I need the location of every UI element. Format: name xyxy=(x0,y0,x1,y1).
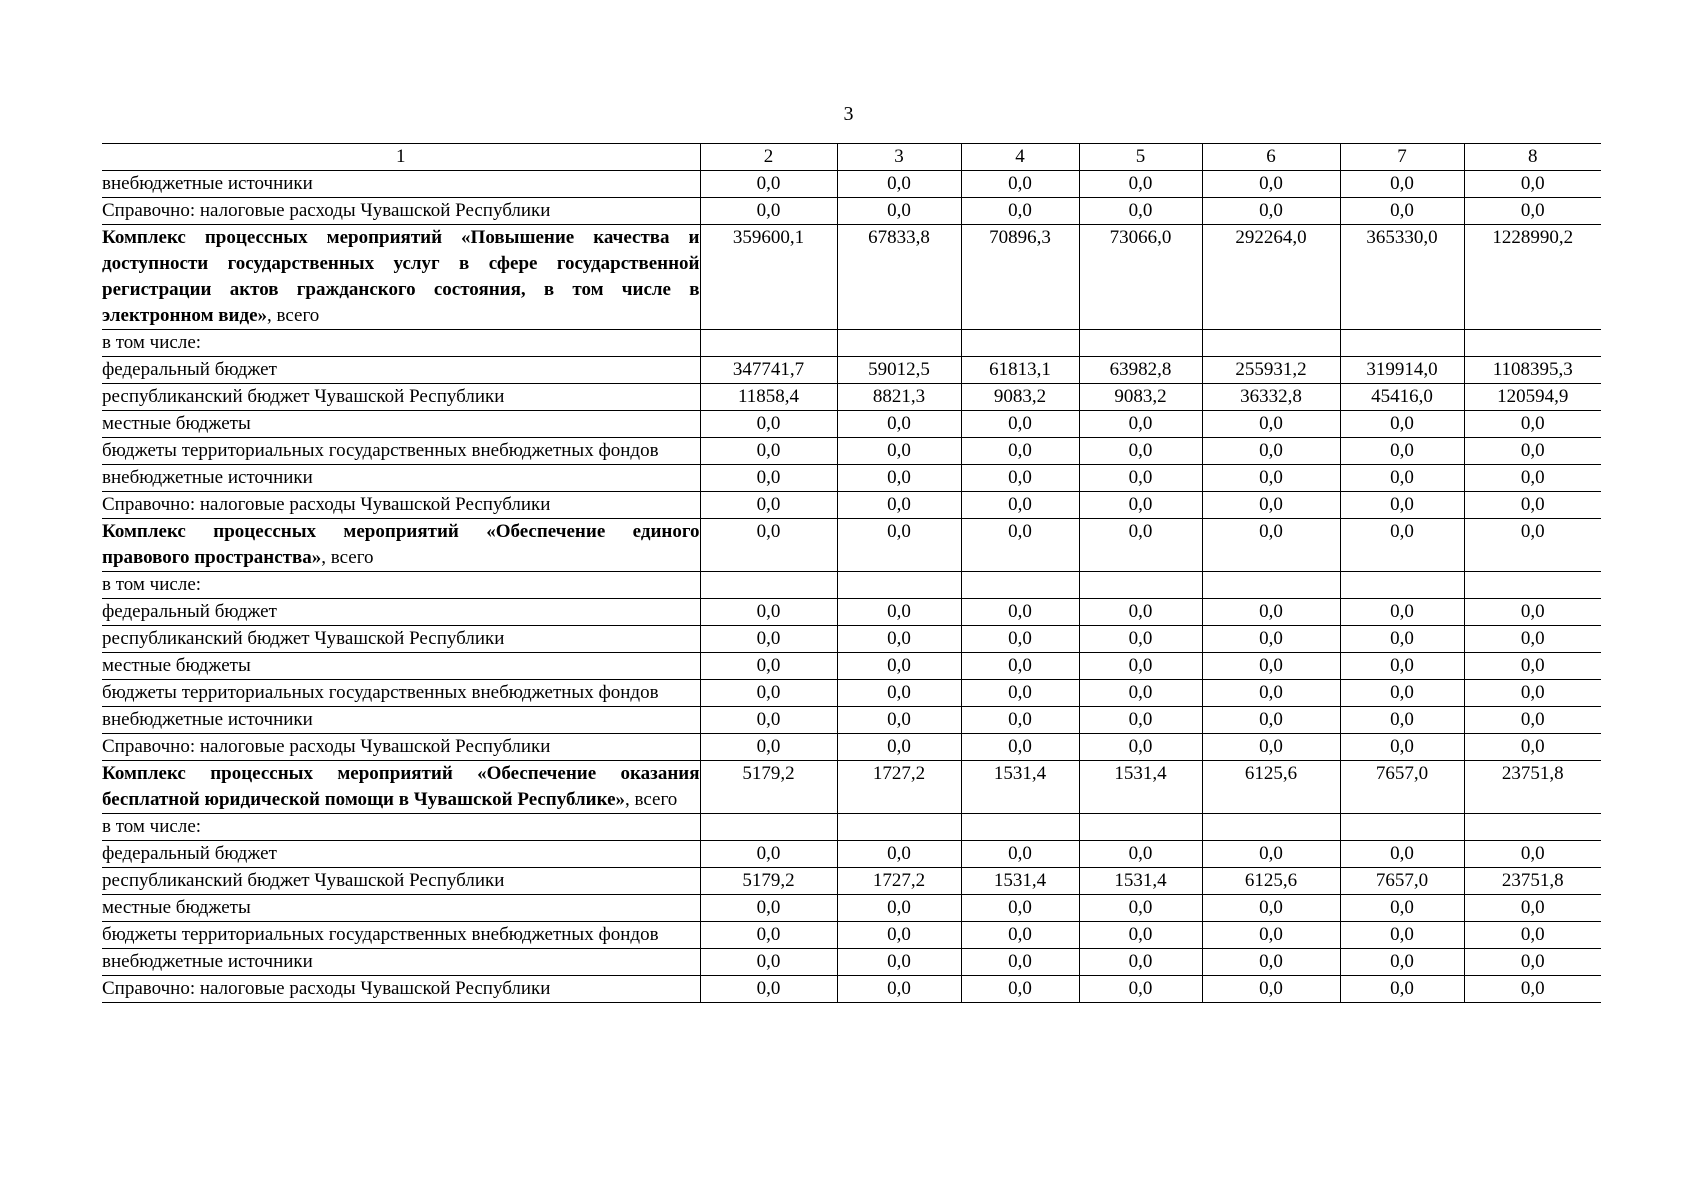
value-cell: 0,0 xyxy=(1079,895,1202,922)
value-cell: 63982,8 xyxy=(1079,357,1202,384)
budget-table xyxy=(102,143,1601,1003)
value-cell: 0,0 xyxy=(1079,599,1202,626)
value-cell: 7657,0 xyxy=(1340,761,1464,814)
value-cell: 1727,2 xyxy=(837,868,961,895)
value-cell xyxy=(1202,572,1340,599)
value-cell: 0,0 xyxy=(1464,895,1601,922)
value-cell: 0,0 xyxy=(1202,949,1340,976)
value-cell: 0,0 xyxy=(1079,492,1202,519)
value-cell: 8821,3 xyxy=(837,384,961,411)
value-cell: 0,0 xyxy=(1464,976,1601,1003)
value-cell: 359600,1 xyxy=(700,225,837,330)
value-cell: 0,0 xyxy=(1079,411,1202,438)
value-cell: 0,0 xyxy=(1340,198,1464,225)
value-cell: 0,0 xyxy=(1079,949,1202,976)
value-cell: 0,0 xyxy=(961,599,1079,626)
value-cell: 1531,4 xyxy=(1079,868,1202,895)
value-cell: 0,0 xyxy=(1340,895,1464,922)
value-cell xyxy=(961,330,1079,357)
value-cell: 0,0 xyxy=(1079,465,1202,492)
value-cell: 0,0 xyxy=(700,734,837,761)
row-label: бюджеты территориальных государственных внебюджетных фондов xyxy=(102,438,700,465)
value-cell: 0,0 xyxy=(1202,680,1340,707)
header-cell: 2 xyxy=(700,144,837,171)
value-cell: 0,0 xyxy=(1202,438,1340,465)
value-cell: 0,0 xyxy=(961,680,1079,707)
value-cell: 5179,2 xyxy=(700,761,837,814)
value-cell: 0,0 xyxy=(961,519,1079,572)
value-cell: 0,0 xyxy=(700,198,837,225)
row-label: республиканский бюджет Чувашской Республики xyxy=(102,626,700,653)
value-cell: 0,0 xyxy=(1340,680,1464,707)
value-cell: 0,0 xyxy=(1340,653,1464,680)
row-label: республиканский бюджет Чувашской Республики xyxy=(102,868,700,895)
section-suffix: , всего xyxy=(625,789,678,810)
row-label: местные бюджеты xyxy=(102,411,700,438)
section-suffix: , всего xyxy=(321,547,374,568)
value-cell: 67833,8 xyxy=(837,225,961,330)
section-suffix: , всего xyxy=(267,305,320,326)
value-cell: 0,0 xyxy=(1464,922,1601,949)
header-cell: 4 xyxy=(961,144,1079,171)
value-cell: 0,0 xyxy=(1079,653,1202,680)
value-cell: 0,0 xyxy=(1464,465,1601,492)
value-cell: 0,0 xyxy=(1340,599,1464,626)
value-cell: 0,0 xyxy=(1202,653,1340,680)
table-row xyxy=(102,599,1601,626)
value-cell: 0,0 xyxy=(837,438,961,465)
value-cell: 0,0 xyxy=(961,438,1079,465)
value-cell: 1228990,2 xyxy=(1464,225,1601,330)
value-cell: 0,0 xyxy=(1202,198,1340,225)
value-cell: 0,0 xyxy=(961,198,1079,225)
value-cell: 0,0 xyxy=(1464,626,1601,653)
value-cell: 0,0 xyxy=(1464,707,1601,734)
value-cell: 1531,4 xyxy=(961,868,1079,895)
row-label: бюджеты территориальных государственных внебюджетных фондов xyxy=(102,680,700,707)
row-label: внебюджетные источники xyxy=(102,707,700,734)
table-row xyxy=(102,734,1601,761)
value-cell: 0,0 xyxy=(961,949,1079,976)
value-cell xyxy=(1464,572,1601,599)
value-cell xyxy=(1202,814,1340,841)
section-row xyxy=(102,761,1601,814)
table-row xyxy=(102,814,1601,841)
value-cell: 0,0 xyxy=(837,198,961,225)
header-cell: 1 xyxy=(102,144,700,171)
value-cell: 0,0 xyxy=(700,895,837,922)
value-cell: 0,0 xyxy=(1079,626,1202,653)
header-row xyxy=(102,144,1601,171)
value-cell: 0,0 xyxy=(1340,707,1464,734)
section-title: Комплекс процессных мероприятий «Повышение качества и доступности государственных услуг в сфере государственной регистрации актов гражданского состояния, в том числе в электронном виде» xyxy=(102,227,700,326)
value-cell: 0,0 xyxy=(1340,949,1464,976)
value-cell: 0,0 xyxy=(700,492,837,519)
value-cell: 0,0 xyxy=(837,734,961,761)
value-cell: 0,0 xyxy=(1340,734,1464,761)
value-cell: 70896,3 xyxy=(961,225,1079,330)
value-cell: 0,0 xyxy=(700,171,837,198)
row-label: местные бюджеты xyxy=(102,653,700,680)
value-cell: 365330,0 xyxy=(1340,225,1464,330)
row-label: в том числе: xyxy=(102,814,700,841)
value-cell: 0,0 xyxy=(961,492,1079,519)
value-cell: 255931,2 xyxy=(1202,357,1340,384)
section-title: Комплекс процессных мероприятий «Обеспечение оказания бесплатной юридической помощи в Чувашской Республике» xyxy=(102,763,700,810)
table-row xyxy=(102,707,1601,734)
value-cell: 0,0 xyxy=(700,519,837,572)
value-cell: 0,0 xyxy=(1079,734,1202,761)
value-cell xyxy=(1340,330,1464,357)
value-cell: 0,0 xyxy=(700,922,837,949)
value-cell: 0,0 xyxy=(961,734,1079,761)
value-cell xyxy=(1079,572,1202,599)
value-cell: 0,0 xyxy=(1464,734,1601,761)
row-label: бюджеты территориальных государственных внебюджетных фондов xyxy=(102,922,700,949)
value-cell: 0,0 xyxy=(1464,492,1601,519)
table-header xyxy=(102,144,1601,171)
row-label: республиканский бюджет Чувашской Республики xyxy=(102,384,700,411)
table-row xyxy=(102,572,1601,599)
value-cell: 1108395,3 xyxy=(1464,357,1601,384)
value-cell: 0,0 xyxy=(1202,171,1340,198)
value-cell: 0,0 xyxy=(961,976,1079,1003)
value-cell: 0,0 xyxy=(1464,411,1601,438)
value-cell: 0,0 xyxy=(961,411,1079,438)
table-row xyxy=(102,438,1601,465)
value-cell: 0,0 xyxy=(700,680,837,707)
row-label xyxy=(102,761,700,814)
value-cell xyxy=(700,572,837,599)
value-cell: 120594,9 xyxy=(1464,384,1601,411)
value-cell: 0,0 xyxy=(837,922,961,949)
value-cell: 0,0 xyxy=(700,599,837,626)
value-cell: 9083,2 xyxy=(1079,384,1202,411)
table-row xyxy=(102,841,1601,868)
value-cell: 0,0 xyxy=(1202,519,1340,572)
value-cell xyxy=(700,814,837,841)
value-cell: 347741,7 xyxy=(700,357,837,384)
value-cell: 0,0 xyxy=(1464,171,1601,198)
table-row xyxy=(102,384,1601,411)
value-cell: 0,0 xyxy=(837,171,961,198)
section-row xyxy=(102,519,1601,572)
table-row xyxy=(102,171,1601,198)
value-cell: 1727,2 xyxy=(837,761,961,814)
value-cell: 0,0 xyxy=(961,707,1079,734)
value-cell: 0,0 xyxy=(1079,519,1202,572)
value-cell xyxy=(837,814,961,841)
value-cell xyxy=(700,330,837,357)
value-cell: 6125,6 xyxy=(1202,761,1340,814)
row-label: федеральный бюджет xyxy=(102,357,700,384)
value-cell: 0,0 xyxy=(1202,734,1340,761)
value-cell: 0,0 xyxy=(1464,599,1601,626)
value-cell: 0,0 xyxy=(1079,171,1202,198)
row-label: в том числе: xyxy=(102,572,700,599)
value-cell: 0,0 xyxy=(1464,680,1601,707)
value-cell: 0,0 xyxy=(1202,411,1340,438)
value-cell: 0,0 xyxy=(1464,519,1601,572)
value-cell: 7657,0 xyxy=(1340,868,1464,895)
table-row xyxy=(102,976,1601,1003)
value-cell xyxy=(1464,814,1601,841)
value-cell: 0,0 xyxy=(961,841,1079,868)
value-cell: 0,0 xyxy=(1202,626,1340,653)
value-cell: 0,0 xyxy=(700,465,837,492)
value-cell: 0,0 xyxy=(837,680,961,707)
value-cell: 0,0 xyxy=(1340,465,1464,492)
table-row xyxy=(102,626,1601,653)
value-cell: 0,0 xyxy=(1079,438,1202,465)
value-cell: 23751,8 xyxy=(1464,868,1601,895)
value-cell: 0,0 xyxy=(1340,171,1464,198)
table-row xyxy=(102,653,1601,680)
row-label: Справочно: налоговые расходы Чувашской Республики xyxy=(102,492,700,519)
value-cell: 292264,0 xyxy=(1202,225,1340,330)
value-cell: 0,0 xyxy=(700,949,837,976)
value-cell: 6125,6 xyxy=(1202,868,1340,895)
value-cell xyxy=(1079,814,1202,841)
value-cell xyxy=(837,330,961,357)
row-label: внебюджетные источники xyxy=(102,949,700,976)
value-cell: 0,0 xyxy=(961,171,1079,198)
row-label xyxy=(102,225,700,330)
value-cell: 0,0 xyxy=(1202,465,1340,492)
table-row xyxy=(102,198,1601,225)
value-cell: 0,0 xyxy=(1340,438,1464,465)
section-title: Комплекс процессных мероприятий «Обеспечение единого правового пространства» xyxy=(102,521,700,568)
table-row xyxy=(102,895,1601,922)
value-cell: 0,0 xyxy=(837,492,961,519)
table-row xyxy=(102,411,1601,438)
value-cell: 9083,2 xyxy=(961,384,1079,411)
value-cell: 0,0 xyxy=(961,895,1079,922)
value-cell: 0,0 xyxy=(700,411,837,438)
header-cell: 3 xyxy=(837,144,961,171)
value-cell: 0,0 xyxy=(1079,976,1202,1003)
value-cell: 59012,5 xyxy=(837,357,961,384)
value-cell: 23751,8 xyxy=(1464,761,1601,814)
value-cell: 0,0 xyxy=(700,438,837,465)
value-cell: 0,0 xyxy=(700,841,837,868)
table-row xyxy=(102,922,1601,949)
value-cell: 0,0 xyxy=(1340,411,1464,438)
value-cell: 0,0 xyxy=(837,707,961,734)
value-cell xyxy=(1340,572,1464,599)
value-cell: 36332,8 xyxy=(1202,384,1340,411)
value-cell: 5179,2 xyxy=(700,868,837,895)
value-cell: 61813,1 xyxy=(961,357,1079,384)
value-cell: 1531,4 xyxy=(1079,761,1202,814)
value-cell: 0,0 xyxy=(837,465,961,492)
table-row xyxy=(102,330,1601,357)
value-cell xyxy=(961,572,1079,599)
value-cell: 0,0 xyxy=(837,841,961,868)
row-label: местные бюджеты xyxy=(102,895,700,922)
value-cell: 319914,0 xyxy=(1340,357,1464,384)
section-row xyxy=(102,225,1601,330)
row-label: Справочно: налоговые расходы Чувашской Республики xyxy=(102,198,700,225)
value-cell xyxy=(1340,814,1464,841)
value-cell: 0,0 xyxy=(1202,922,1340,949)
value-cell: 73066,0 xyxy=(1079,225,1202,330)
value-cell: 0,0 xyxy=(1202,895,1340,922)
value-cell: 0,0 xyxy=(1340,519,1464,572)
value-cell: 0,0 xyxy=(1464,949,1601,976)
value-cell: 0,0 xyxy=(1464,198,1601,225)
header-cell: 6 xyxy=(1202,144,1340,171)
value-cell: 0,0 xyxy=(837,949,961,976)
value-cell: 0,0 xyxy=(700,626,837,653)
value-cell: 0,0 xyxy=(1202,976,1340,1003)
value-cell: 0,0 xyxy=(837,411,961,438)
table-row xyxy=(102,492,1601,519)
header-cell: 7 xyxy=(1340,144,1464,171)
value-cell: 0,0 xyxy=(961,465,1079,492)
value-cell: 0,0 xyxy=(1079,680,1202,707)
row-label: федеральный бюджет xyxy=(102,841,700,868)
value-cell: 0,0 xyxy=(961,626,1079,653)
row-label: внебюджетные источники xyxy=(102,171,700,198)
value-cell: 0,0 xyxy=(961,922,1079,949)
value-cell: 0,0 xyxy=(1340,626,1464,653)
value-cell: 0,0 xyxy=(1464,438,1601,465)
page-number: 3 xyxy=(843,103,854,125)
value-cell xyxy=(1202,330,1340,357)
value-cell: 0,0 xyxy=(700,653,837,680)
value-cell: 0,0 xyxy=(1079,707,1202,734)
value-cell: 0,0 xyxy=(1079,922,1202,949)
value-cell: 1531,4 xyxy=(961,761,1079,814)
value-cell: 0,0 xyxy=(837,653,961,680)
value-cell: 0,0 xyxy=(700,707,837,734)
value-cell: 0,0 xyxy=(837,519,961,572)
table-row xyxy=(102,949,1601,976)
value-cell: 0,0 xyxy=(1340,976,1464,1003)
value-cell: 0,0 xyxy=(837,626,961,653)
table-row xyxy=(102,465,1601,492)
row-label: Справочно: налоговые расходы Чувашской Республики xyxy=(102,976,700,1003)
value-cell: 0,0 xyxy=(1464,841,1601,868)
value-cell: 0,0 xyxy=(1079,841,1202,868)
value-cell: 0,0 xyxy=(1202,599,1340,626)
row-label: в том числе: xyxy=(102,330,700,357)
value-cell: 11858,4 xyxy=(700,384,837,411)
value-cell: 0,0 xyxy=(700,976,837,1003)
value-cell: 0,0 xyxy=(1202,707,1340,734)
value-cell: 0,0 xyxy=(1340,492,1464,519)
header-cell: 8 xyxy=(1464,144,1601,171)
value-cell: 0,0 xyxy=(1202,492,1340,519)
row-label xyxy=(102,519,700,572)
value-cell: 0,0 xyxy=(1340,922,1464,949)
value-cell: 0,0 xyxy=(1079,198,1202,225)
value-cell: 0,0 xyxy=(1464,653,1601,680)
value-cell xyxy=(1079,330,1202,357)
value-cell: 0,0 xyxy=(961,653,1079,680)
value-cell: 0,0 xyxy=(837,976,961,1003)
row-label: Справочно: налоговые расходы Чувашской Республики xyxy=(102,734,700,761)
table-body xyxy=(102,171,1601,1003)
value-cell: 0,0 xyxy=(837,895,961,922)
header-cell: 5 xyxy=(1079,144,1202,171)
value-cell xyxy=(837,572,961,599)
value-cell xyxy=(961,814,1079,841)
value-cell: 0,0 xyxy=(837,599,961,626)
value-cell: 45416,0 xyxy=(1340,384,1464,411)
table-row xyxy=(102,868,1601,895)
table-row xyxy=(102,680,1601,707)
value-cell: 0,0 xyxy=(1340,841,1464,868)
value-cell: 0,0 xyxy=(1202,841,1340,868)
row-label: внебюджетные источники xyxy=(102,465,700,492)
row-label: федеральный бюджет xyxy=(102,599,700,626)
value-cell xyxy=(1464,330,1601,357)
table-row xyxy=(102,357,1601,384)
